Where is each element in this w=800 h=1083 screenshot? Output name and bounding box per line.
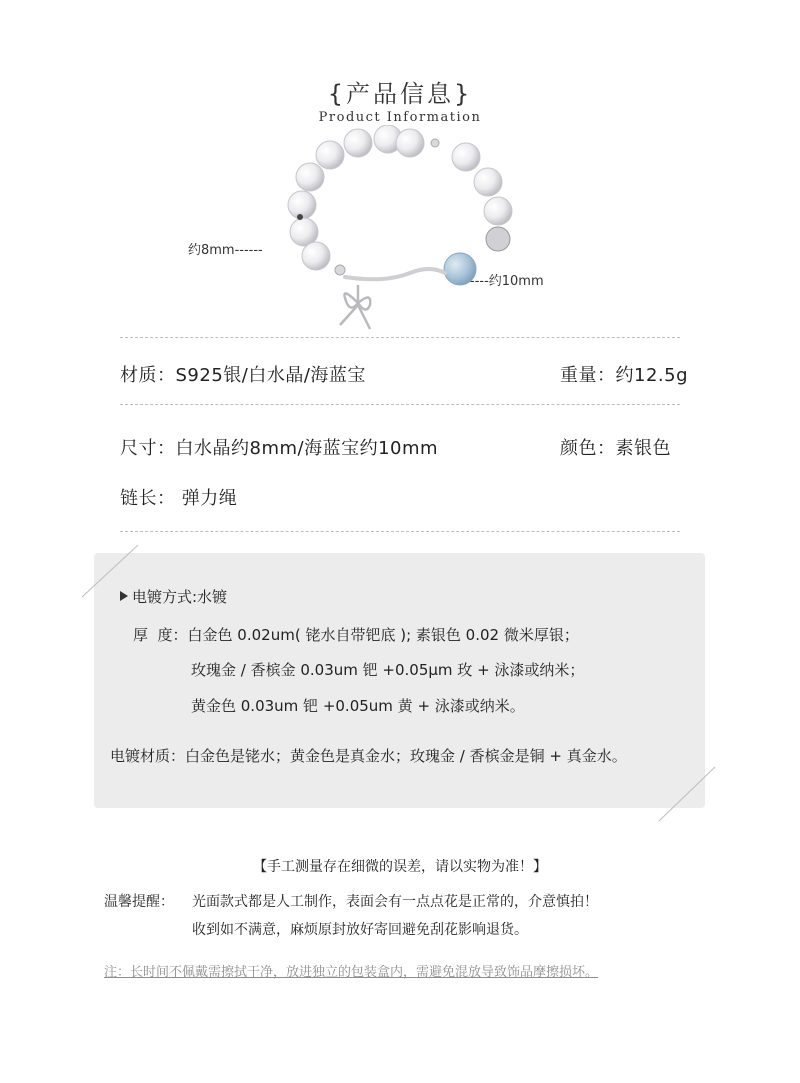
clear-quartz-beads bbox=[288, 125, 512, 275]
spec-weight: 重量：约12.5g bbox=[560, 365, 689, 386]
plating-thickness-line2: 玫瑰金 / 香槟金 0.03um 钯 +0.05μm 玫 + 泳漆或纳米； bbox=[191, 661, 585, 679]
plating-material: 电镀材质：白金色是铑水；黄金色是真金水；玫瑰金 / 香槟金是铜 + 真金水。 bbox=[110, 747, 627, 765]
spec-size: 尺寸：白水晶约8mm/海蓝宝约10mm bbox=[120, 438, 439, 459]
dimension-label-right: ----约10mm bbox=[470, 274, 544, 289]
plating-method: 电镀方式:水镀 bbox=[120, 586, 227, 607]
dimension-label-left: 约8mm------ bbox=[188, 243, 263, 258]
bow-charm bbox=[340, 285, 370, 329]
spec-color: 颜色：素银色 bbox=[560, 438, 671, 459]
plating-thickness-line3: 黄金色 0.03um 钯 +0.05um 黄 + 泳漆或纳米。 bbox=[191, 697, 525, 715]
bracelet-image bbox=[270, 125, 540, 340]
tip-line2: 收到如不满意，麻烦原封放好寄回避免刮花影响退货。 bbox=[192, 922, 528, 938]
care-note: 注：长时间不佩戴需擦拭干净，放进独立的包装盒内，需避免混放导致饰品摩擦损坏。 bbox=[104, 965, 599, 980]
divider bbox=[120, 337, 680, 338]
divider bbox=[120, 404, 680, 405]
page-title: {产品信息} bbox=[327, 80, 473, 108]
panel-corner-line-right bbox=[655, 765, 719, 825]
tip-label: 温馨提醒： bbox=[104, 894, 174, 910]
silver-bar bbox=[345, 269, 445, 279]
page-subtitle: Product Information bbox=[318, 110, 482, 125]
triangle-bullet-icon bbox=[120, 591, 128, 601]
measure-note: 【手工测量存在细微的误差，请以实物为准！】 bbox=[253, 859, 547, 875]
tip-line1: 光面款式都是人工制作，表面会有一点点花是正常的，介意慎拍！ bbox=[192, 894, 598, 910]
divider bbox=[120, 531, 680, 532]
spec-chain: 链长： 弹力绳 bbox=[120, 488, 238, 509]
plating-thickness-line1: 厚 度：白金色 0.02um( 铑水自带钯底 ); 素银色 0.02 微米厚银； bbox=[133, 626, 579, 644]
spec-material: 材质：S925银/白水晶/海蓝宝 bbox=[120, 365, 366, 386]
